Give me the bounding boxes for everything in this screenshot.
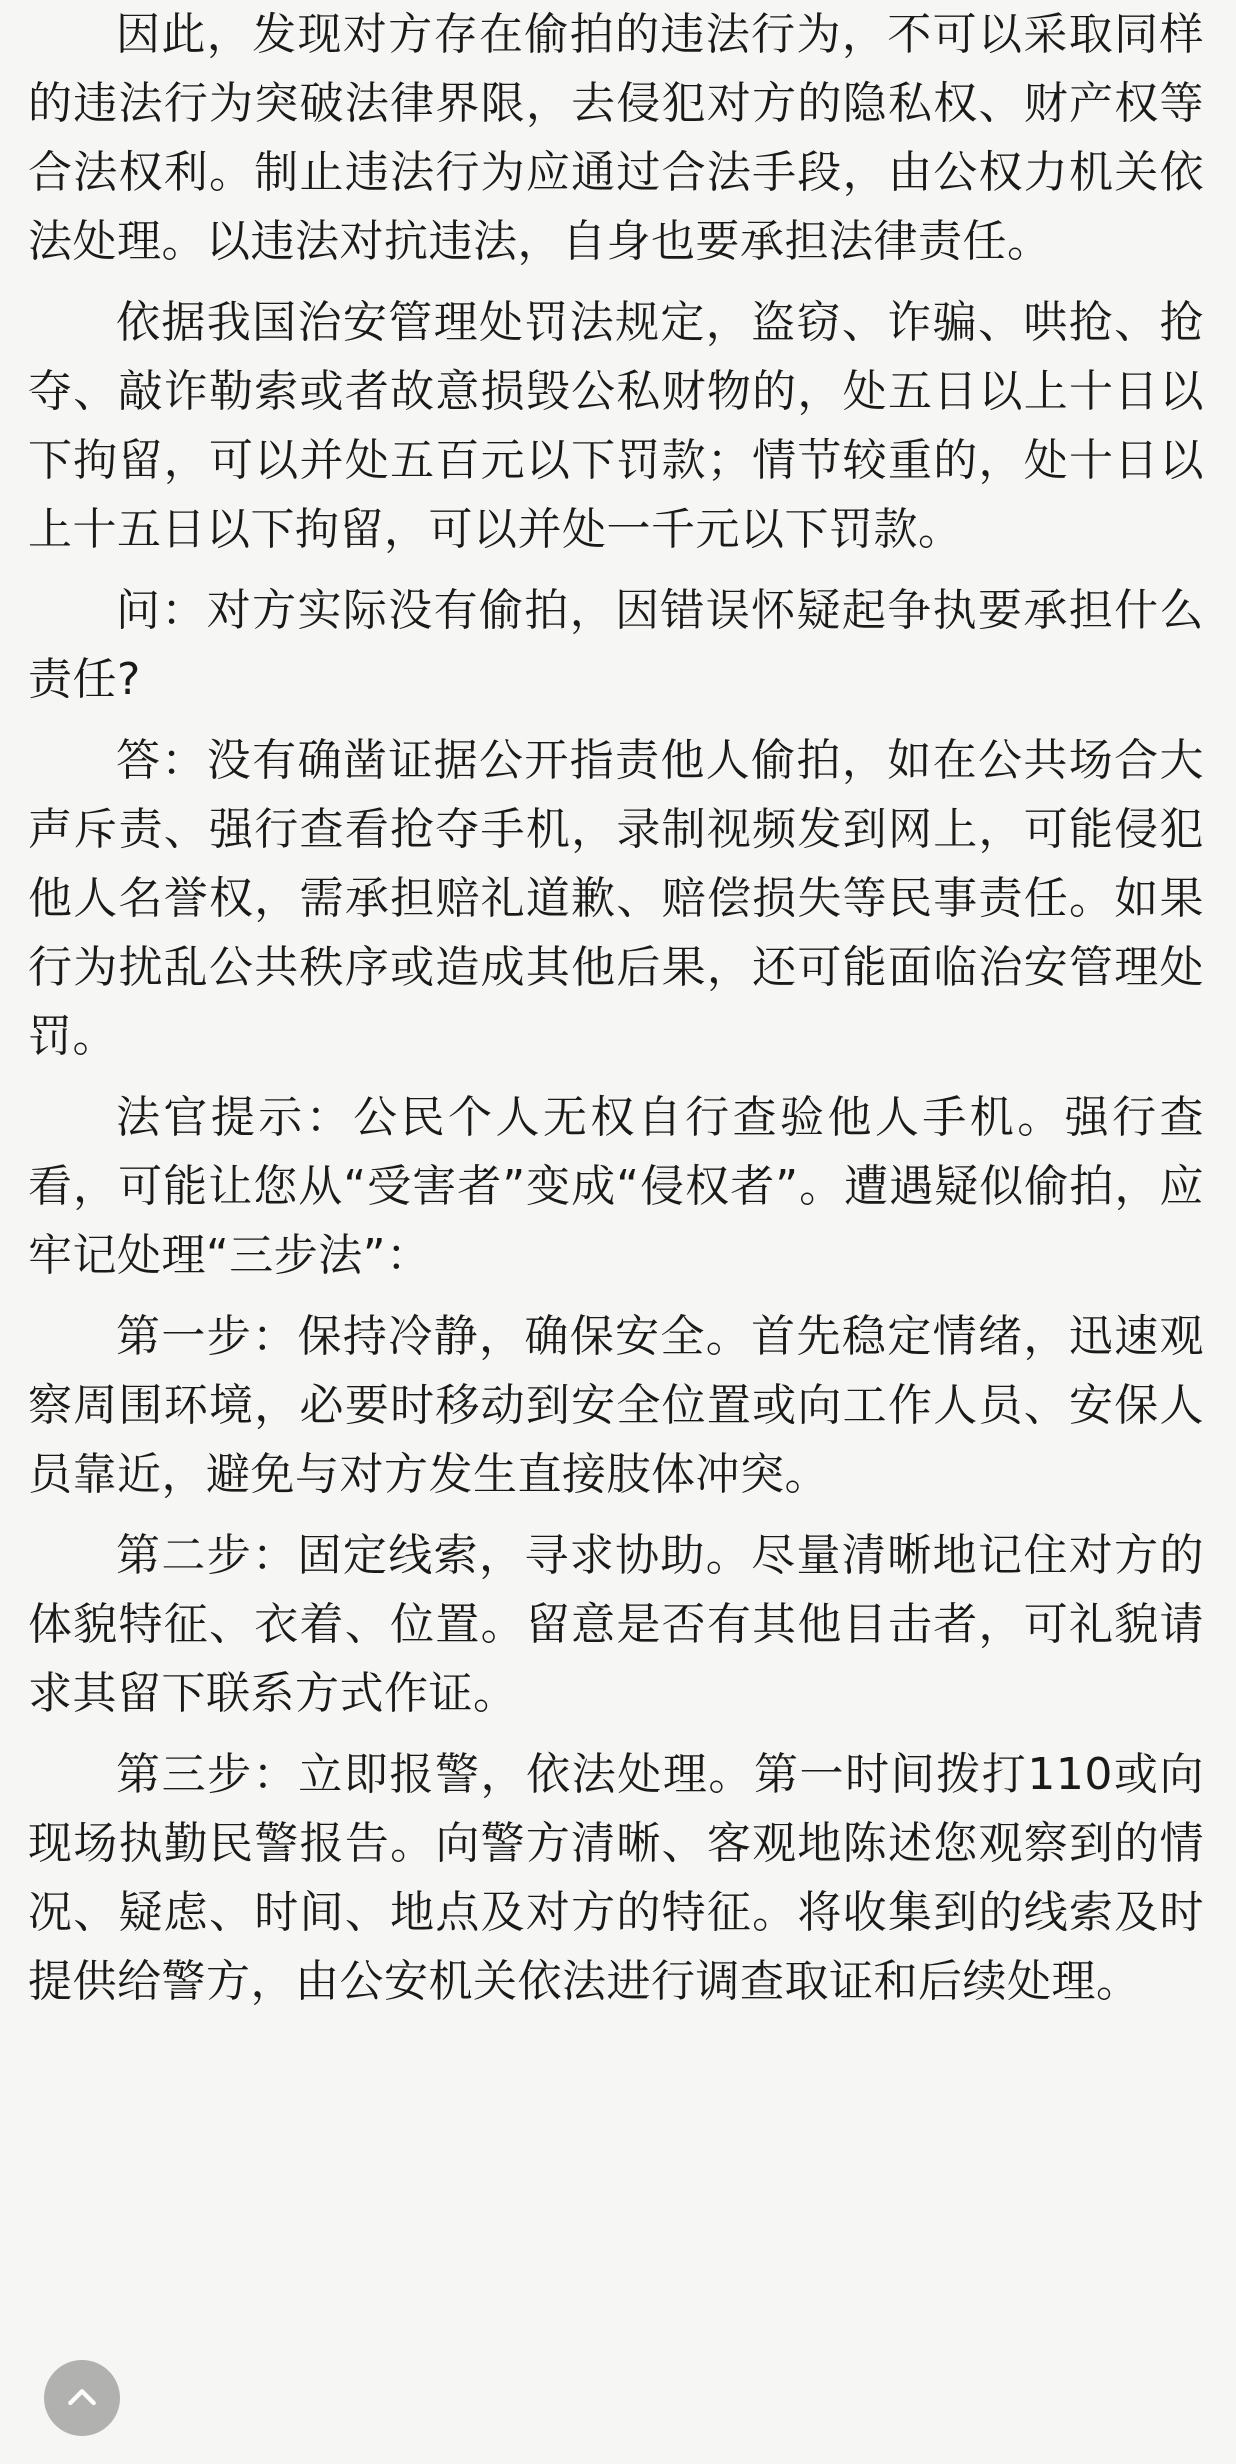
bottom-fade [0,2404,1236,2464]
paragraph-answer: 答：没有确凿证据公开指责他人偷拍，如在公共场合大声斥责、强行查看抢夺手机，录制视频发到网上，可能侵犯他人名誉权，需承担赔礼道歉、赔偿损失等民事责任。如果行为扰乱公共秩序或造成其他后果，还可能面临治安管理处罚。 [28,735,1204,1062]
paragraph-legal-basis: 依据我国治安管理处罚法规定，盗窃、诈骗、哄抢、抢夺、敲诈勒索或者故意损毁公私财物的，处五日以上十日以下拘留，可以并处五百元以下罚款；情节较重的，处十日以上十五日以下拘留，可以并处一千元以下罚款。 [28,297,1204,555]
paragraph-step-two: 第二步：固定线索，寻求协助。尽量清晰地记住对方的体貌特征、衣着、位置。留意是否有其他目击者，可礼貌请求其留下联系方式作证。 [28,1530,1204,1719]
paragraph-judge-tip: 法官提示：公民个人无权自行查验他人手机。强行查看，可能让您从“受害者”变成“侵权者”。遭遇疑似偷拍，应牢记处理“三步法”： [28,1092,1204,1281]
article-body [28,0,1204,2016]
chevron-up-icon [62,2378,102,2418]
paragraph-step-three: 第三步：立即报警，依法处理。第一时间拨打110或向现场执勤民警报告。向警方清晰、客观地陈述您观察到的情况、疑虑、时间、地点及对方的特征。将收集到的线索及时提供给警方，由公安机关依法进行调查取证和后续处理。 [28,1749,1204,2007]
paragraph-step-one: 第一步：保持冷静，确保安全。首先稳定情绪，迅速观察周围环境，必要时移动到安全位置或向工作人员、安保人员靠近，避免与对方发生直接肢体冲突。 [28,1311,1204,1500]
paragraph-conclusion: 因此，发现对方存在偷拍的违法行为，不可以采取同样的违法行为突破法律界限，去侵犯对方的隐私权、财产权等合法权利。制止违法行为应通过合法手段，由公权力机关依法处理。以违法对抗违法，自身也要承担法律责任。 [28,9,1204,267]
paragraph-question: 问：对方实际没有偷拍，因错误怀疑起争执要承担什么责任? [28,585,1204,705]
scroll-to-top-button[interactable] [44,2360,120,2436]
